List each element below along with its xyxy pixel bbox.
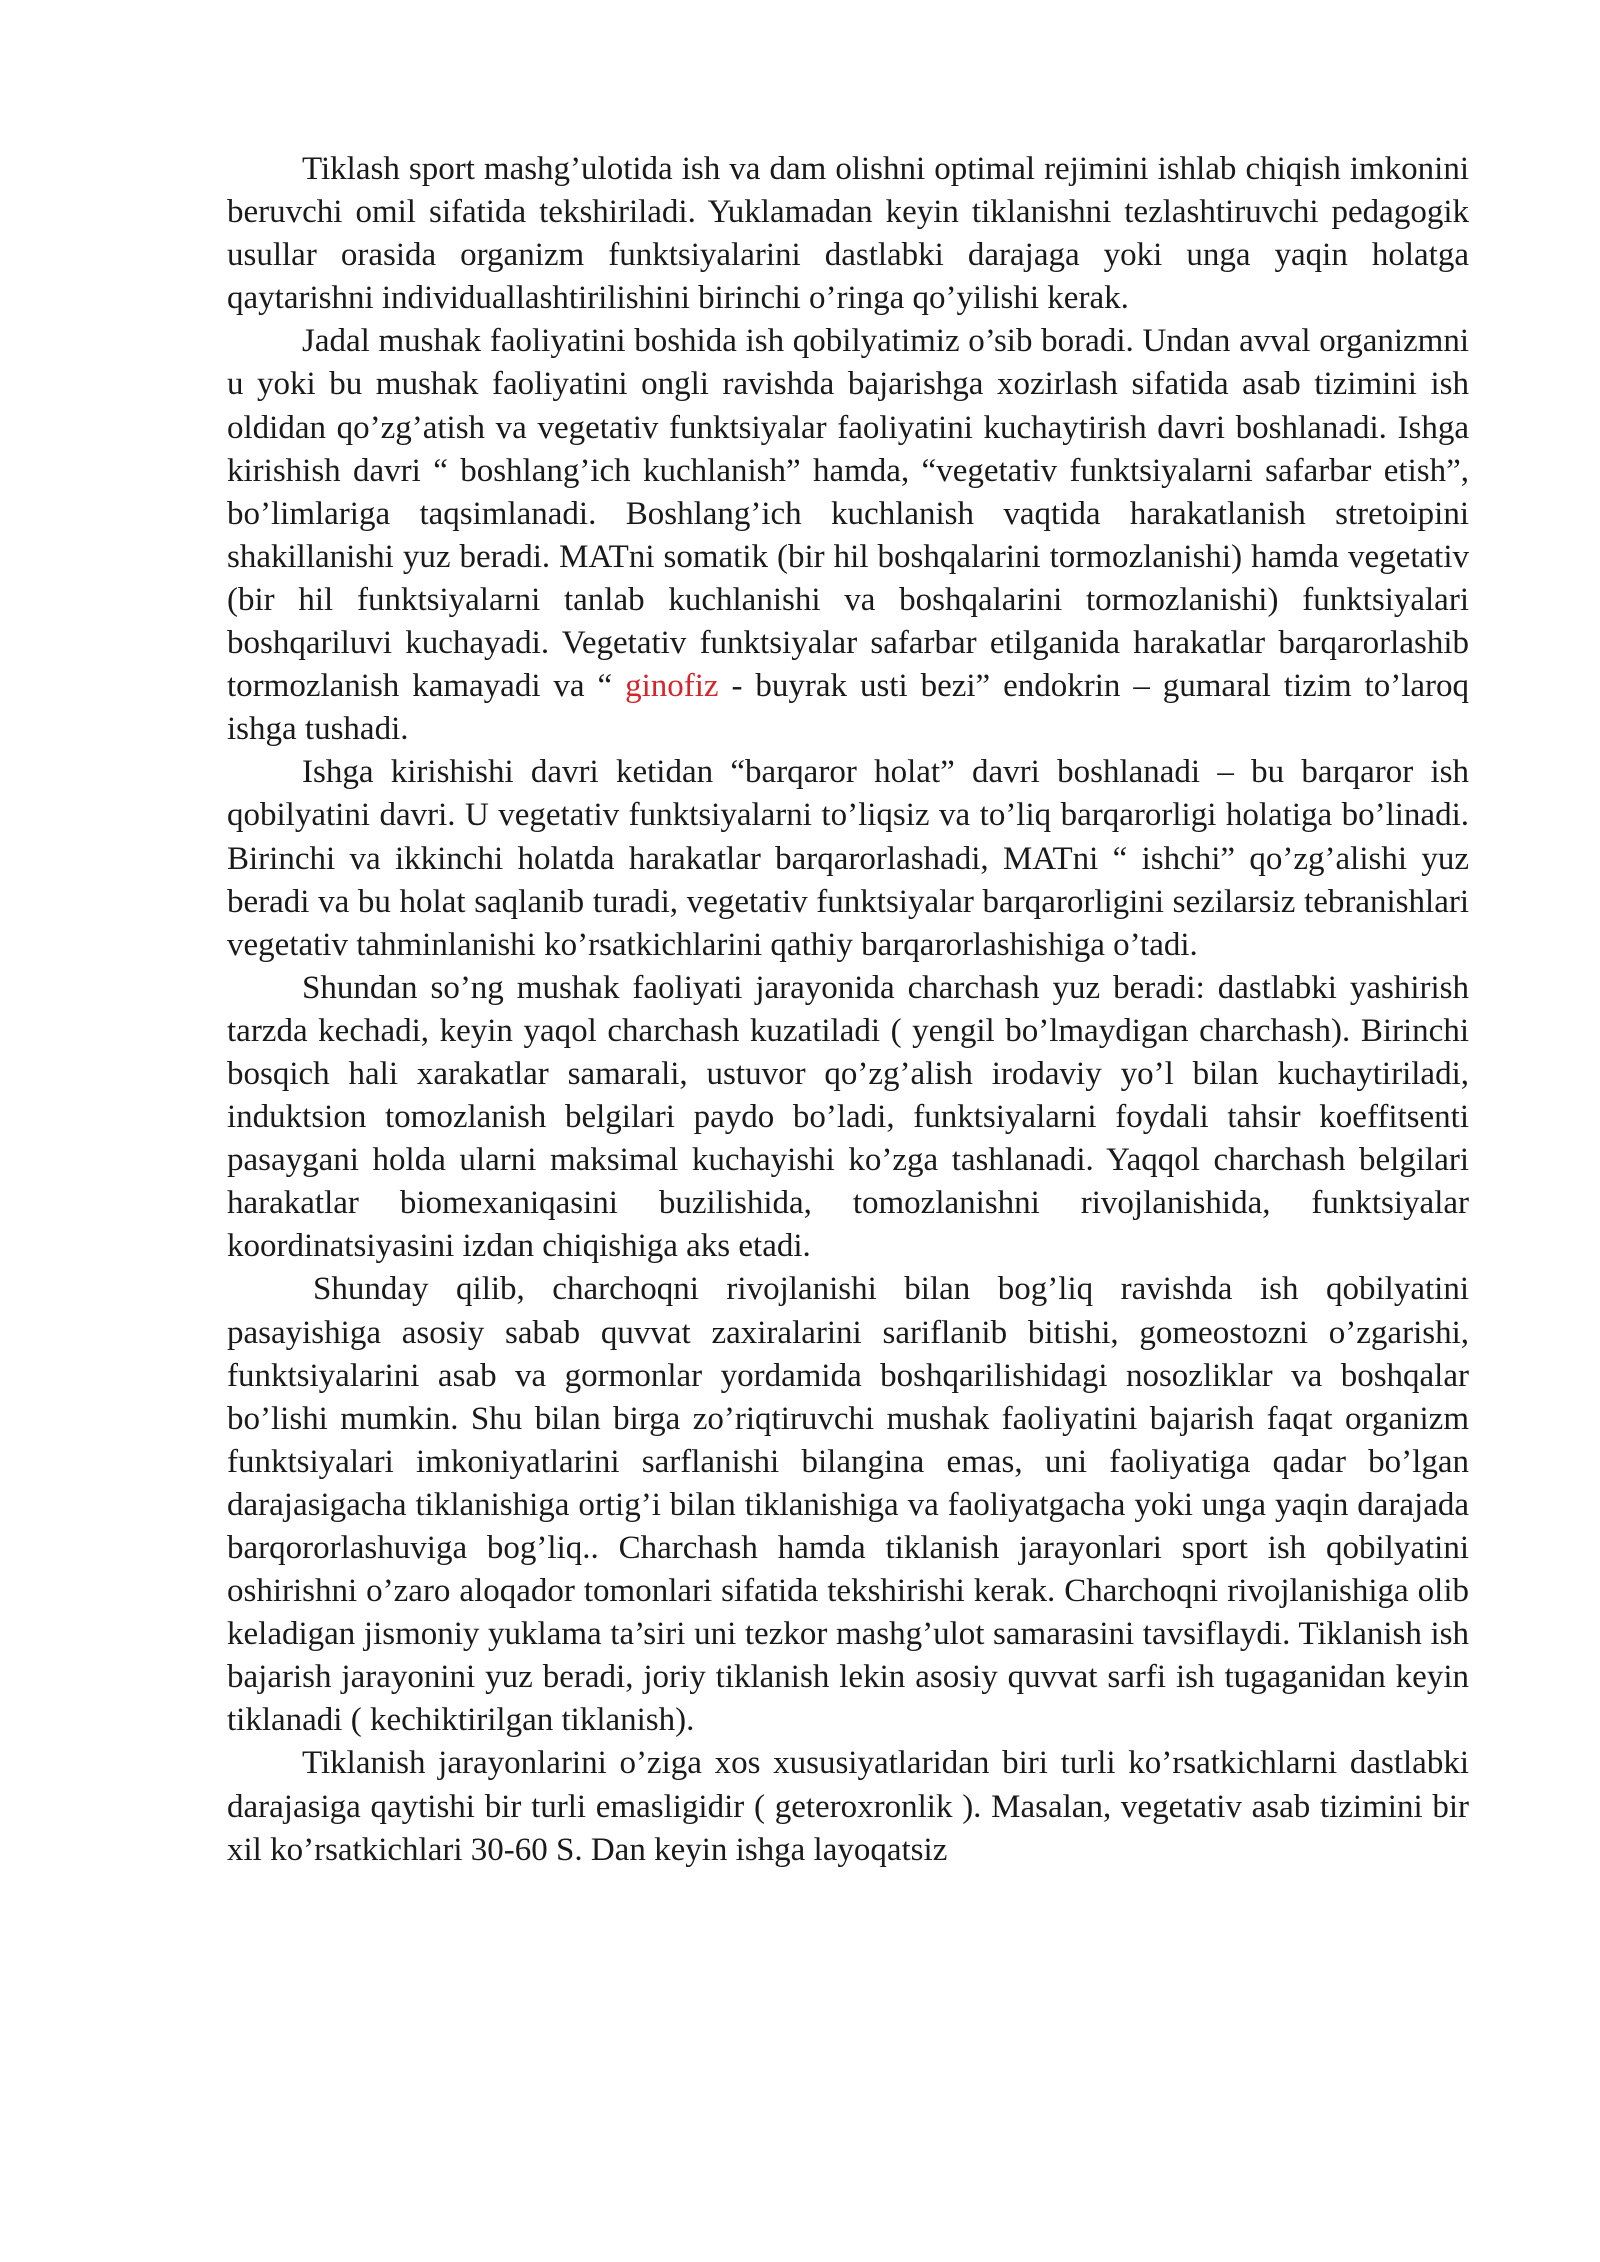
paragraph-fatigue: Shundan so’ng mushak faoliyati jarayonida charchash yuz beradi: dastlabki yashirish tarzda kechadi, keyin yaqol charchash kuzatiladi ( yengil bo’lmaydigan charchash). Birinchi bosqich hali xarakatlar samarali, ustuvor qo’zg’alish irodaviy yo’l bilan kuchaytiriladi, induktsion tomozlanish belgilari paydo bo’ladi, funktsiyalarni foydali tahsir koeffitsenti pasaygani holda ularni maksimal kuchayishi ko’zga tashlanadi. Yaqqol charchash belgilari harakatlar biomexaniqasini buzilishida, tomozlanishni rivojlanishida, funktsiyalar koordinatsiyasini izdan chiqishiga aks etadi. — [227, 969, 1469, 1265]
document-body — [227, 148, 1469, 1872]
paragraph-warmup-period — [227, 320, 1469, 751]
paragraph-recovery-intro: Tiklash sport mashg’ulotida ish va dam olishni optimal rejimini ishlab chiqish imkonini beruvchi omil sifatida tekshiriladi. Yuklamadan keyin tiklanishni tezlashtiruvchi pedagogik usullar orasida organizm funktsiyalarini dastlabki darajaga yoki unga yaqin holatga qaytarishni individuallashtirilishini birinchi o’ringa qo’yilishi kerak. — [227, 151, 1469, 317]
paragraph-stable-state: Ishga kirishishi davri ketidan “barqaror holat” davri boshlanadi – bu barqaror ish qobilyatini davri. U vegetativ funktsiyalarni to’liqsiz va to’liq barqarorligi holatiga bo’linadi. Birinchi va ikkinchi holatda harakatlar barqarorlashadi, MATni “ ishchi” qo’zg’alishi yuz beradi va bu holat saqlanib turadi, vegetativ funktsiyalar barqarorligini sezilarsiz tebranishlari vegetativ tahminlanishi ko’rsatkichlarini qathiy barqarorlashishiga o’tadi. — [227, 754, 1469, 963]
paragraph-warmup-text-end: - buyrak usti bezi” endokrin – gumaral tizim to’laroq ishga tushadi. — [227, 668, 1470, 748]
paragraph-warmup-text-start: Jadal mushak faoliyatini boshida ish qobilyatimiz o’sib boradi. Undan avval organizmni u yoki bu mushak faoliyatini ongli ravishda bajarishga xozirlash sifatida asab tizimini ish oldidan qo’zg’atish va vegetativ funktsiyalar faoliyatini kuchaytirish davri boshlanadi. Ishga kirishish davri “ boshlang’ich kuchlanish” hamda, “vegetativ funktsiyalarni safarbar etish”, bo’limlariga taqsimlanadi. Boshlang’ich kuchlanish vaqtida harakatlanish stretoipini shakillanishi yuz beradi. MATni somatik (bir hil boshqalarini tormozlanishi) hamda vegetativ (bir hil funktsiyalarni tanlab kuchlanishi va boshqalarini tormozlanishi) funktsiyalari boshqariluvi kuchayadi. Vegetativ funktsiyalar safarbar etilganida harakatlar barqarorlashib tormozlanish kamayadi va “ — [227, 323, 1469, 705]
paragraph-fatigue-causes: Shunday qilib, charchoqni rivojlanishi bilan bog’liq ravishda ish qobilyatini pasayishiga asosiy sabab quvvat zaxiralarini sariflanib bitishi, gomeostozni o’zgarishi, funktsiyalarini asab va gormonlar yordamida boshqarilishidagi nosozliklar va boshqalar bo’lishi mumkin. Shu bilan birga zo’riqtiruvchi mushak faoliyatini bajarish faqat organizm funktsiyalari imkoniyatlarini sarflanishi bilangina emas, uni faoliyatiga qadar bo’lgan darajasigacha tiklanishiga ortig’i bilan tiklanishiga va faoliyatgacha yoki unga yaqin darajada barqororlashuviga bog’liq.. Charchash hamda tiklanish jarayonlari sport ish qobilyatini oshirishni o’zaro aloqador tomonlari sifatida tekshirishi kerak. Charchoqni rivojlanishiga olib keladigan jismoniy yuklama ta’siri uni tezkor mashg’ulot samarasini tavsiflaydi. Tiklanish ish bajarish jarayonini yuz beradi, joriy tiklanish lekin asosiy quvvat sarfi ish tugaganidan keyin tiklanadi ( kechiktirilgan tiklanish). — [227, 1271, 1469, 1739]
highlighted-term: ginofiz — [625, 668, 719, 705]
paragraph-heterochrony: Tiklanish jarayonlarini o’ziga xos xususiyatlaridan biri turli ko’rsatkichlarni dastlabki darajasiga qaytishi bir turli emasligidir ( geteroxronlik ). Masalan, vegetativ asab tizimini bir xil ko’rsatkichlari 30-60 S. Dan keyin ishga layoqatsiz — [227, 1745, 1469, 1868]
